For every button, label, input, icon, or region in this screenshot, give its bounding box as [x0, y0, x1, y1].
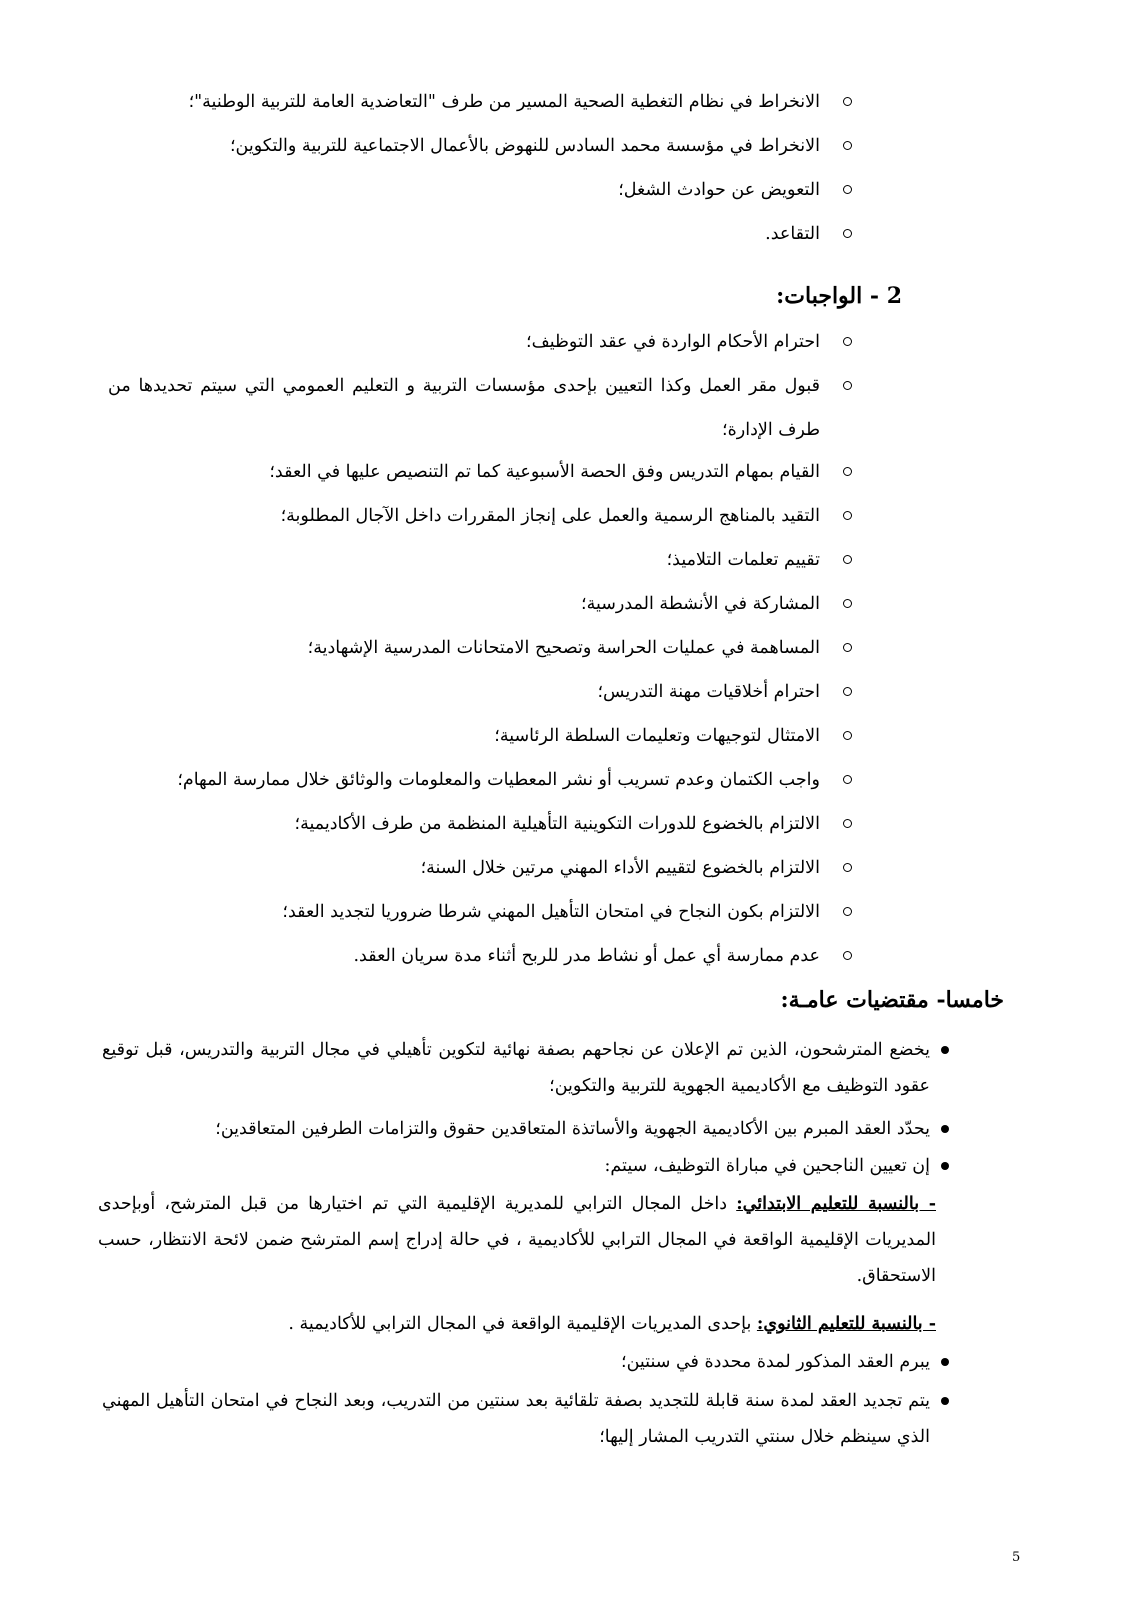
- general-provisions-heading: خامسا- مقتضيات عامـة:: [780, 987, 1004, 1013]
- list-item: التقيد بالمناهج الرسمية والعمل على إنجاز المقررات داخل الآجال المطلوبة؛: [280, 506, 820, 526]
- bullet-dot-icon: [941, 1125, 949, 1133]
- general-item: يحدّد العقد المبرم بين الأكاديمية الجهوية والأساتذة المتعاقدين حقوق والتزامات الطرفين المتعاقدين؛: [215, 1119, 930, 1139]
- primary-education-paragraph: [98, 1186, 936, 1294]
- circle-bullet-icon: [843, 185, 852, 194]
- list-item: احترام أخلاقيات مهنة التدريس؛: [597, 682, 820, 702]
- duties-heading: 2 - الواجبات:: [776, 283, 902, 309]
- primary-education-text: داخل المجال الترابي للمديرية الإقليمية التي تم اختيارها من قبل المترشح، أوبإحدى المديريات الإقليمية الواقعة في المجال الترابي للأكاديمية ، في حالة إدراج إسم المترشح ضمن لائحة الانتظار، حسب الاستحقاق.: [98, 1194, 936, 1286]
- list-item: احترام الأحكام الواردة في عقد التوظيف؛: [526, 332, 820, 352]
- list-item: تقييم تعلمات التلاميذ؛: [666, 550, 820, 570]
- circle-bullet-icon: [843, 775, 852, 784]
- circle-bullet-icon: [843, 643, 852, 652]
- circle-bullet-icon: [843, 467, 852, 476]
- list-item: الالتزام بكون النجاح في امتحان التأهيل المهني شرطا ضروريا لتجديد العقد؛: [282, 902, 820, 922]
- list-item: القيام بمهام التدريس وفق الحصة الأسبوعية كما تم التنصيص عليها في العقد؛: [269, 462, 820, 482]
- circle-bullet-icon: [843, 907, 852, 916]
- general-item: يبرم العقد المذكور لمدة محددة في سنتين؛: [621, 1352, 930, 1372]
- circle-bullet-icon: [843, 337, 852, 346]
- circle-bullet-icon: [843, 599, 852, 608]
- page-number: 5: [1012, 1550, 1021, 1565]
- secondary-education-paragraph: [288, 1306, 936, 1342]
- list-item: التعويض عن حوادث الشغل؛: [618, 180, 820, 200]
- circle-bullet-icon: [843, 819, 852, 828]
- bullet-dot-icon: [941, 1358, 949, 1366]
- circle-bullet-icon: [843, 687, 852, 696]
- circle-bullet-icon: [843, 97, 852, 106]
- list-item: المشاركة في الأنشطة المدرسية؛: [581, 594, 820, 614]
- primary-education-label: - بالنسبة للتعليم الابتدائي:: [736, 1194, 936, 1214]
- list-item: الالتزام بالخضوع للدورات التكوينية التأهيلية المنظمة من طرف الأكاديمية؛: [294, 814, 820, 834]
- bullet-dot-icon: [941, 1046, 949, 1054]
- secondary-education-text: بإحدى المديريات الإقليمية الواقعة في المجال الترابي للأكاديمية .: [288, 1314, 752, 1334]
- list-item: الانخراط في نظام التغطية الصحية المسير من طرف "التعاضدية العامة للتربية الوطنية"؛: [188, 92, 820, 112]
- general-item: إن تعيين الناجحين في مباراة التوظيف، سيتم:: [604, 1156, 930, 1176]
- circle-bullet-icon: [843, 951, 852, 960]
- circle-bullet-icon: [843, 511, 852, 520]
- bullet-dot-icon: [941, 1397, 949, 1405]
- general-item: يتم تجديد العقد لمدة سنة قابلة للتجديد بصفة تلقائية بعد سنتين من التدريب، وبعد النجاح في امتحان التأهيل المهني الذي سينظم خلال سنتي التدريب المشار إليها؛: [102, 1391, 930, 1447]
- list-item: الانخراط في مؤسسة محمد السادس للنهوض بالأعمال الاجتماعية للتربية والتكوين؛: [229, 136, 820, 156]
- circle-bullet-icon: [843, 141, 852, 150]
- list-item: قبول مقر العمل وكذا التعيين بإحدى مؤسسات التربية و التعليم العمومي التي سيتم تحديدها من طرف الإدارة؛: [108, 376, 820, 440]
- circle-bullet-icon: [843, 555, 852, 564]
- list-item: الامتثال لتوجيهات وتعليمات السلطة الرئاسية؛: [494, 726, 820, 746]
- secondary-education-label: - بالنسبة للتعليم الثانوي:: [756, 1314, 936, 1334]
- list-item: التقاعد.: [765, 224, 820, 244]
- list-item: المساهمة في عمليات الحراسة وتصحيح الامتحانات المدرسية الإشهادية؛: [307, 638, 820, 658]
- list-item: واجب الكتمان وعدم تسريب أو نشر المعطيات والمعلومات والوثائق خلال ممارسة المهام؛: [177, 770, 820, 790]
- list-item: عدم ممارسة أي عمل أو نشاط مدر للربح أثناء مدة سريان العقد.: [353, 946, 820, 966]
- general-item: يخضع المترشحون، الذين تم الإعلان عن نجاحهم بصفة نهائية لتكوين تأهيلي في مجال التربية والتدريس، قبل توقيع عقود التوظيف مع الأكاديمية الجهوية للتربية والتكوين؛: [102, 1040, 930, 1096]
- circle-bullet-icon: [843, 229, 852, 238]
- circle-bullet-icon: [843, 381, 852, 390]
- bullet-dot-icon: [941, 1162, 949, 1170]
- circle-bullet-icon: [843, 863, 852, 872]
- list-item: الالتزام بالخضوع لتقييم الأداء المهني مرتين خلال السنة؛: [420, 858, 820, 878]
- circle-bullet-icon: [843, 731, 852, 740]
